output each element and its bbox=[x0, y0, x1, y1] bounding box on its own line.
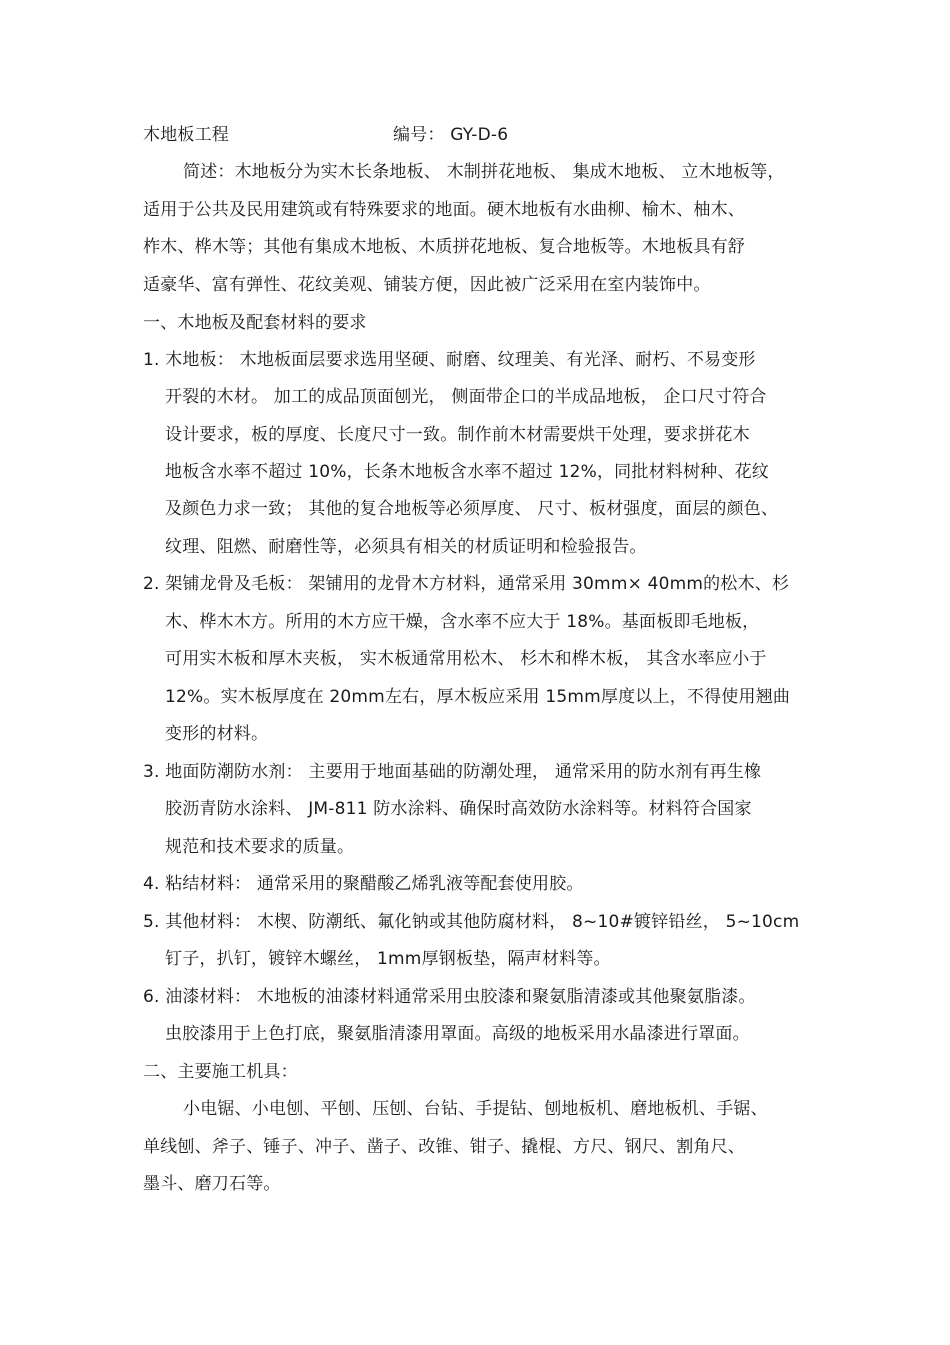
list-item-line: 3. 地面防潮防水剂： 主要用于地面基础的防潮处理， 通常采用的防水剂有再生橡 bbox=[143, 762, 762, 782]
intro-line: 适豪华、富有弹性、花纹美观、铺装方便，因此被广泛采用在室内装饰中。 bbox=[143, 275, 711, 295]
tools-line: 墨斗、磨刀石等。 bbox=[143, 1174, 281, 1194]
tools-line: 小电锯、小电刨、平刨、压刨、台钻、手提钻、刨地板机、磨地板机、手锯、 bbox=[183, 1099, 768, 1119]
list-item-line: 纹理、阻燃、耐磨性等，必须具有相关的材质证明和检验报告。 bbox=[165, 537, 647, 557]
doc-title: 木地板工程 bbox=[143, 125, 229, 145]
doc-code: 编号： GY-D-6 bbox=[393, 125, 509, 145]
list-item-line: 6. 油漆材料： 木地板的油漆材料通常采用虫胶漆和聚氨脂清漆或其他聚氨脂漆。 bbox=[143, 987, 756, 1007]
intro-line: 适用于公共及民用建筑或有特殊要求的地面。硬木地板有水曲柳、榆木、柚木、 bbox=[143, 200, 745, 220]
tools-line: 单线刨、斧子、锤子、冲子、凿子、改锥、钳子、撬棍、方尺、钢尺、割角尺、 bbox=[143, 1137, 745, 1157]
list-item-line: 开裂的木材。 加工的成品顶面刨光， 侧面带企口的半成品地板， 企口尺寸符合 bbox=[165, 387, 767, 407]
list-item-line: 1. 木地板： 木地板面层要求选用坚硬、耐磨、纹理美、有光泽、耐朽、不易变形 bbox=[143, 350, 756, 370]
list-item-line: 2. 架铺龙骨及毛板： 架铺用的龙骨木方材料，通常采用 30mm× 40mm的松木、杉 bbox=[143, 574, 790, 594]
list-item-line: 4. 粘结材料： 通常采用的聚醋酸乙烯乳液等配套使用胶。 bbox=[143, 874, 584, 894]
list-item-line: 设计要求，板的厚度、长度尺寸一致。制作前木材需要烘干处理，要求拼花木 bbox=[165, 425, 750, 445]
list-item-line: 木、桦木木方。所用的木方应干燥，含水率不应大于 18%。基面板即毛地板， bbox=[165, 612, 760, 632]
list-item-line: 钉子，扒钉，镀锌木螺丝， 1mm厚钢板垫，隔声材料等。 bbox=[165, 949, 611, 969]
list-item-line: 12%。实木板厚度在 20mm左右，厚木板应采用 15mm厚度以上，不得使用翘曲 bbox=[165, 687, 791, 707]
section-heading: 一、木地板及配套材料的要求 bbox=[143, 313, 367, 333]
list-item-line: 虫胶漆用于上色打底，聚氨脂清漆用罩面。高级的地板采用水晶漆进行罩面。 bbox=[165, 1024, 750, 1044]
intro-line: 简述：木地板分为实木长条地板、 木制拼花地板、 集成木地板、 立木地板等， bbox=[183, 162, 785, 182]
intro-line: 柞木、桦木等；其他有集成木地板、木质拼花地板、复合地板等。木地板具有舒 bbox=[143, 237, 745, 257]
list-item-line: 地板含水率不超过 10%，长条木地板含水率不超过 12%，同批材料树种、花纹 bbox=[165, 462, 769, 482]
list-item-line: 胶沥青防水涂料、 JM-811 防水涂料、确保时高效防水涂料等。材料符合国家 bbox=[165, 799, 752, 819]
list-item-line: 变形的材料。 bbox=[165, 724, 269, 744]
list-item-line: 及颜色力求一致； 其他的复合地板等必须厚度、 尺寸、板材强度，面层的颜色、 bbox=[165, 499, 779, 519]
section-heading: 二、主要施工机具： bbox=[143, 1062, 298, 1082]
list-item-line: 可用实木板和厚木夹板， 实木板通常用松木、 杉木和桦木板， 其含水率应小于 bbox=[165, 649, 767, 669]
list-item-line: 5. 其他材料： 木楔、防潮纸、氟化钠或其他防腐材料， 8~10#镀锌铅丝， 5~10cm bbox=[143, 912, 800, 932]
list-item-line: 规范和技术要求的质量。 bbox=[165, 837, 355, 857]
